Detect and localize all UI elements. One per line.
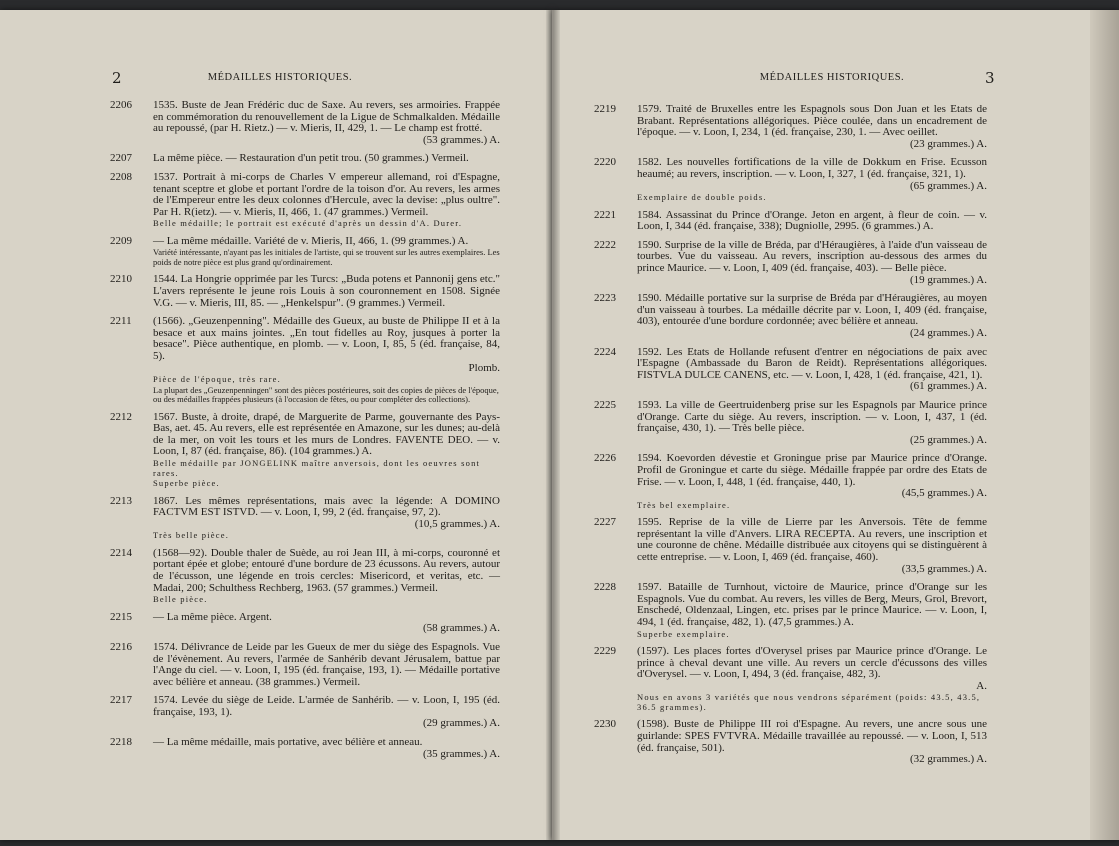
entry-description: — La même pièce. Argent.	[153, 610, 272, 623]
entry-weight: (25 grammes.) A.	[910, 433, 987, 446]
entry-weight: (23 grammes.) A.	[910, 137, 987, 150]
book-gutter	[546, 10, 560, 840]
entry-description: 1594. Koevorden dévestie et Groningue prise par Maurice prince d'Orange. Profil de Groningue et carte du siège. Médaille frappée par ordre des Etats de Frise. — v. Loon, I, 448, 1 (éd. française, 440, 1).	[637, 452, 987, 488]
lot-number: 2215	[110, 610, 132, 623]
entry-description: 1590. Surprise de la ville de Bréda, par d'Héraugières, à l'aide d'un vaisseau de tourbes. Vue du vaisseau. Au revers, inscription au-dessous des armes du prince Maurice. — v. Loon, I, 409 (éd. française, 403). — Belle pièce.	[637, 238, 987, 275]
entry-description: 1590. Médaille portative sur la surprise de Bréda par d'Héraugières, au moyen d'un vaisseau à tourbes. La médaille décrite par v. Loon, I, 409 (éd. française, 403), entourée d'une bordure cordonnée; avec bélière et anneau.	[637, 292, 987, 328]
entry-weight: (61 grammes.) A.	[910, 380, 987, 393]
entry-note: Exemplaire de double poids.	[637, 192, 767, 203]
catalog-entry	[594, 646, 987, 712]
entry-note: Belle médaille; le portrait est exécuté d'après un dessin d'A. Durer.	[153, 218, 463, 229]
entry-weight: Plomb.	[468, 361, 500, 374]
entry-description: 1595. Reprise de la ville de Lierre par les Anversois. Tête de femme représentant la ville d'Anvers. LIRA RECEPTA. Au revers, une inscription et une couronne de chêne. Médaille distribuée aux citoyens qui se distinguèrent à cette entreprise. — v. Loon, I, 469 (éd. française, 460).	[637, 516, 987, 563]
entry-list	[110, 100, 500, 767]
page-number: 2	[112, 69, 122, 87]
lot-number: 2226	[594, 452, 616, 465]
lot-number: 2228	[594, 581, 616, 594]
catalog-entry	[594, 347, 987, 393]
entry-weight: (10,5 grammes.) A.	[414, 517, 500, 530]
entry-weight: (19 grammes.) A.	[910, 273, 987, 286]
entry-note: Très bel exemplaire.	[637, 499, 731, 510]
catalog-entry	[110, 236, 500, 268]
catalog-entry	[110, 612, 500, 635]
entry-description: — La même médaille, mais portative, avec bélière et anneau.	[153, 736, 423, 749]
right-page	[552, 10, 1119, 840]
catalog-entry	[110, 695, 500, 730]
catalog-entry	[594, 104, 987, 150]
entry-note: Superbe exemplaire.	[637, 628, 730, 639]
entry-description: 1584. Assassinat du Prince d'Orange. Jeton en argent, à fleur de coin. — v. Loon, I, 344 (éd. française, 338); Dugniolle, 2995. (6 grammes.) A.	[637, 208, 987, 233]
entry-description: La même pièce. — Restauration d'un petit trou. (50 grammes.) Vermeil.	[153, 152, 469, 165]
catalog-entry	[110, 172, 500, 229]
entry-note: Pièce de l'époque, très rare.	[153, 374, 281, 385]
entry-weight: (58 grammes.) A.	[423, 622, 500, 635]
entry-description: 1574. Levée du siège de Leide. L'armée de Sanhérib. — v. Loon, I, 195 (éd. française, 193, 1).	[153, 694, 500, 718]
entry-weight: (65 grammes.) A.	[910, 179, 987, 192]
entry-note: Très belle pièce.	[153, 530, 230, 541]
entry-note: La plupart des „Geuzenpenningen" sont des pièces postérieures, soit des copies de pièces de l'époque, ou des médailles frappées plusieurs (à l'occasion de fêtes, ou pour compléter des collections).	[153, 384, 499, 405]
lot-number: 2212	[110, 410, 132, 423]
entry-weight: (45,5 grammes.) A.	[901, 487, 987, 500]
page-edge	[1090, 10, 1119, 840]
catalog-entry	[594, 210, 987, 233]
catalog-entry	[594, 517, 987, 575]
page-number: 3	[985, 69, 995, 87]
lot-number: 2208	[110, 170, 132, 183]
entry-note: Belle pièce.	[153, 594, 208, 605]
entry-note: Nous en avons 3 variétés que nous vendrons séparément (poids: 43.5, 43.5, 36.5 grammes).	[637, 692, 981, 712]
catalog-entry	[594, 157, 987, 202]
catalog-entry	[110, 316, 500, 404]
entry-weight: (24 grammes.) A.	[910, 327, 987, 339]
entry-description: 1537. Portrait à mi-corps de Charles V empereur allemand, roi d'Espagne, tenant sceptre et globe et portant l'ordre de la toison d'or. Au revers, les armes de l'Empereur entre les deux colonnes d'Hercule, avec la devise: „plus oultre". Par H. R(ietz). — v. Mieris, II, 466, 1. (47 grammes.) Vermeil.	[153, 170, 500, 218]
lot-number: 2221	[594, 208, 616, 221]
entry-weight: (32 grammes.) A.	[910, 753, 987, 766]
entry-description: 1597. Bataille de Turnhout, victoire de Maurice, prince d'Orange sur les Espagnols. Vue du combat. Au revers, les villes de Berg, Meurs, Grol, Brevort, Enschedé, Oldenzaal, Lingen, etc. prises par le prince Maurice. — v. Loon, I, 494, 1 (éd. française, 482, 1). (47,5 grammes.) A.	[637, 581, 987, 628]
lot-number: 2213	[110, 494, 132, 507]
entry-list	[594, 104, 987, 773]
entry-description: 1574. Délivrance de Leide par les Gueux de mer du siège des Espagnols. Vue de l'évènement. Au revers, l'armée de Sanhérib devant Jérusalem, battue par l'Ange du ciel. — v. Loon, I, 195 (éd. française, 193, 1). — Médaille portative avec bélière et anneau. (38 grammes.) Vermeil.	[153, 640, 500, 688]
running-head: MÉDAILLES HISTORIQUES.	[759, 72, 905, 83]
catalog-entry	[110, 737, 500, 760]
lot-number: 2224	[594, 345, 616, 358]
catalog-entry	[594, 453, 987, 510]
lot-number: 2210	[110, 273, 132, 286]
lot-number: 2219	[594, 103, 616, 115]
catalog-entry	[594, 293, 987, 339]
lot-number: 2214	[110, 546, 132, 559]
entry-description: 1867. Les mêmes représentations, mais avec la légende: A DOMINO FACTVM EST ISTVD. — v. Loon, I, 99, 2 (éd. française, 97, 2).	[153, 494, 500, 519]
entry-weight: A.	[976, 679, 987, 692]
entry-description: 1593. La ville de Geertruidenberg prise sur les Espagnols par Maurice prince d'Orange. Carte du siège. Au revers, inscription. — v. Loon, I, 437, 1 (éd. française, 430, 1). — Très belle pièce.	[637, 398, 987, 435]
catalog-entry	[594, 719, 987, 765]
left-page	[0, 10, 552, 840]
entry-description: 1535. Buste de Jean Frédéric duc de Saxe. Au revers, ses armoiries. Frappée en commémoration du renouvellement de la Ligue de Schmalkalden. Médaille au repoussé, (par H. Rietz.) — v. Mieris, II, 429, 1. — Le champ est frotté.	[153, 99, 500, 135]
catalog-entry	[110, 100, 500, 146]
catalog-entry	[110, 642, 500, 688]
entry-description: 1567. Buste, à droite, drapé, de Marguerite de Parme, gouvernante des Pays-Bas, aet. 45. Au revers, elle est représentée en Amazone, sur les dunes; au-delà de la mer, on voit les tours et les murs de Londres. FAVENTE DEO. — v. Loon, I, 87 (éd. française, 86). (104 grammes.) A.	[153, 410, 500, 458]
entry-description: 1544. La Hongrie opprimée par les Turcs: „Buda potens et Pannonij gens etc." L'avers représente le jeune rois Louis à son couronnement en 1508. Signée V.G. — v. Mieris, III, 85. — „Henkelspur". (9 grammes.) Vermeil.	[153, 273, 500, 309]
lot-number: 2222	[594, 238, 616, 251]
lot-number: 2207	[110, 152, 132, 165]
lot-number: 2211	[110, 315, 132, 328]
catalog-entry	[110, 496, 500, 541]
lot-number: 2227	[594, 516, 616, 529]
catalog-entry	[110, 548, 500, 605]
entry-description: (1598). Buste de Philippe III roi d'Espagne. Au revers, une ancre sous une guirlande: SPES FVTVRA. Médaille travaillée au repoussé. — v. Loon, I, 513 (éd. française, 501).	[637, 718, 987, 754]
lot-number: 2209	[110, 234, 132, 247]
lot-number: 2217	[110, 694, 132, 707]
lot-number: 2225	[594, 398, 616, 411]
entry-note: Belle médaille par JONGELINK maître anversois, dont les oeuvres sont rares.	[153, 458, 481, 478]
entry-description: (1566). „Geuzenpenning". Médaille des Gueux, au buste de Philippe II et à la besace et aux mains jointes. „En tout fidelles au Roy, jusques à porter la besace". Pièce authentique, en plomb. — v. Loon, I, 85, 5 (éd. française, 84, 5).	[153, 315, 500, 362]
entry-note: Variété intéressante, n'ayant pas les initiales de l'artiste, qui se trouvent sur les autres exemplaires. Les poids de notre pièce est plus grand qu'ordinairement.	[153, 247, 500, 267]
lot-number: 2229	[594, 645, 616, 658]
catalog-entry	[594, 240, 987, 286]
entry-description: (1568—92). Double thaler de Suède, au roi Jean III, à mi-corps, couronné et portant épée et globe; entouré d'une bordure de 23 écussons. Au revers, autour de l'écusson, une légende en trois cercles: Misericord, et veritas, etc. — Madai, 200; Schulthess Rechberg, 1963. (57 grammes.) Vermeil.	[153, 546, 500, 594]
lot-number: 2206	[110, 99, 132, 111]
catalog-entry	[110, 412, 500, 489]
entry-description: 1579. Traité de Bruxelles entre les Espagnols sous Don Juan et les Etats de Brabant. Représentations allégoriques. Pièce coulée, dans un encadrement de l'époque. — v. Loon, I, 234, 1 (éd. française, 230, 1. — Avec oeillet.	[637, 103, 987, 139]
lot-number: 2218	[110, 736, 132, 749]
catalog-entry	[110, 274, 500, 309]
entry-description: 1582. Les nouvelles fortifications de la ville de Dokkum en Frise. Ecusson heaumé; au revers, inscription. — v. Loon, I, 327, 1 (éd. française, 321, 1).	[637, 156, 987, 180]
entry-weight: (29 grammes.) A.	[423, 717, 500, 730]
lot-number: 2230	[594, 718, 616, 731]
entry-weight: (53 grammes.) A.	[423, 133, 500, 146]
catalog-entry	[594, 582, 987, 639]
catalog-entry	[110, 153, 500, 165]
catalog-entry	[594, 400, 987, 446]
entry-weight: (33,5 grammes.) A.	[901, 562, 987, 575]
entry-weight: (35 grammes.) A.	[423, 747, 500, 760]
lot-number: 2223	[594, 292, 616, 305]
entry-note: Superbe pièce.	[153, 478, 220, 489]
entry-description: 1592. Les Etats de Hollande refusent d'entrer en négociations de paix avec l'Espagne (Ambassade du Baron de Reidt). Représentations allégoriques. FISTVLA DULCE CANENS, etc. — v. Loon, I, 428, 1 (éd. française, 421, 1).	[637, 345, 987, 381]
lot-number: 2216	[110, 640, 132, 653]
lot-number: 2220	[594, 156, 616, 169]
running-head: MÉDAILLES HISTORIQUES.	[207, 72, 353, 83]
entry-description: — La même médaille. Variété de v. Mieris, II, 466, 1. (99 grammes.) A.	[153, 234, 469, 247]
entry-description: (1597). Les places fortes d'Overysel prises par Maurice prince d'Orange. Le prince à cheval devant une ville. Au revers un cercle d'écussons des villes d'Overysel. — v. Loon, I, 494, 3 (éd. française, 482, 3).	[637, 645, 987, 681]
